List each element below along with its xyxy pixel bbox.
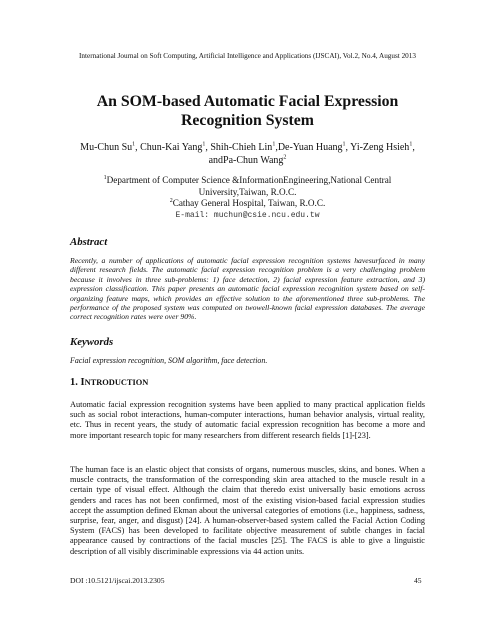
author-affiliation-mark: 1 (409, 141, 413, 148)
author-separator: , (205, 142, 211, 153)
author-affiliation-mark: 1 (202, 141, 206, 148)
author-separator: , (412, 142, 415, 153)
footer-doi: DOI :10.5121/ijscai.2013.2305 (70, 576, 165, 585)
running-head: International Journal on Soft Computing, Artificial Intelligence and Applications (IJSCAI), Vol.2, No.4, August 2013 (79, 52, 416, 60)
author-name: Mu-Chun Su (80, 142, 133, 153)
keywords-heading: Keywords (70, 336, 114, 348)
author-affiliation-mark: 1 (132, 141, 136, 148)
affiliation-text: Cathay General Hospital, Taiwan, R.O.C. (172, 198, 326, 208)
author-name: Yi-Zeng Hsieh (350, 142, 410, 153)
author-separator: , (135, 142, 141, 153)
paper-title: An SOM-based Automatic Facial Expression Recognition System (96, 93, 399, 129)
section-title-rest: NTRODUCTION (84, 378, 149, 387)
author-name: Chun-Kai Yang (140, 142, 203, 153)
abstract-text: Recently, a number of applications of automatic facial expression recognition systems havesurfaced in many different research fields. The automatic facial expression recognition problem is a very challenging problem because it involves in three sub-problems: 1) face detection, 2) facial expression feature extraction, and 3) expression classification. This paper presents an automatic facial expression recognition system based on self-organizing feature maps, which provides an effective solution to the aforementioned three sub-problems. The performance of the proposed system was computed on twowell-known facial expression databases. The average correct recognition rates were over 90%. (70, 256, 425, 322)
author-name: Shih-Chieh Lin (210, 142, 273, 153)
author-list (66, 141, 429, 167)
affiliations (70, 175, 425, 221)
affiliation-mark: 1 (103, 174, 107, 181)
abstract-heading: Abstract (70, 236, 108, 248)
affiliation-1 (70, 175, 425, 198)
keywords-text: Facial expression recognition, SOM algorithm, face detection. (70, 356, 268, 365)
affiliation-text: Department of Computer Science &InformationEngineering,National Central University,Taiwan, R.O.C. (106, 175, 392, 197)
intro-paragraph-2: The human face is an elastic object that consists of organs, numerous muscles, skins, and bones. When a muscle contracts, the transformation of the corresponding skin area attached to the muscle result in a certain type of visual effect. Although the claim that theredo exist universally basic emotions across genders and races has not been confirmed, most of the existing vision-based facial expression studies accept the assumption defined Ekman about the universal categories of emotions (i.e., happiness, sadness, surprise, fear, anger, and disgust) [24]. A human-observer-based system called the Facial Action Coding System (FACS) has been developed to facilitate objective measurement of subtle changes in facial appearance caused by contractions of the facial muscles [25]. The FACS is able to give a linguistic description of all visibly discriminable expressions via 44 action units. (70, 465, 425, 556)
contact-email: E-mail: muchun@csie.ncu.edu.tw (175, 210, 320, 220)
author-affiliation-mark: 2 (283, 154, 287, 161)
author-name: andPa-Chun Wang (208, 155, 284, 166)
affiliation-2 (70, 198, 425, 210)
author-separator: , (345, 142, 351, 153)
author-affiliation-mark: 1 (272, 141, 276, 148)
section-number: 1. (70, 377, 78, 388)
author-separator: , (275, 142, 278, 153)
author-affiliation-mark: 1 (342, 141, 346, 148)
section-title-initial: I (80, 377, 85, 388)
affiliation-mark: 2 (169, 197, 173, 204)
page-number: 45 (414, 576, 422, 585)
section-heading-introduction (70, 377, 148, 388)
intro-paragraph-1: Automatic facial expression recognition systems have been applied to many practical application fields such as social robot interactions, human-computer interactions, human behavior analysis, virtual reality, etc. Thus in recent years, the study of automatic facial expression recognition has become a more and more important research topic for many researchers from different research fields [1]-[23]. (70, 400, 425, 440)
author-name: De-Yuan Huang (277, 142, 343, 153)
